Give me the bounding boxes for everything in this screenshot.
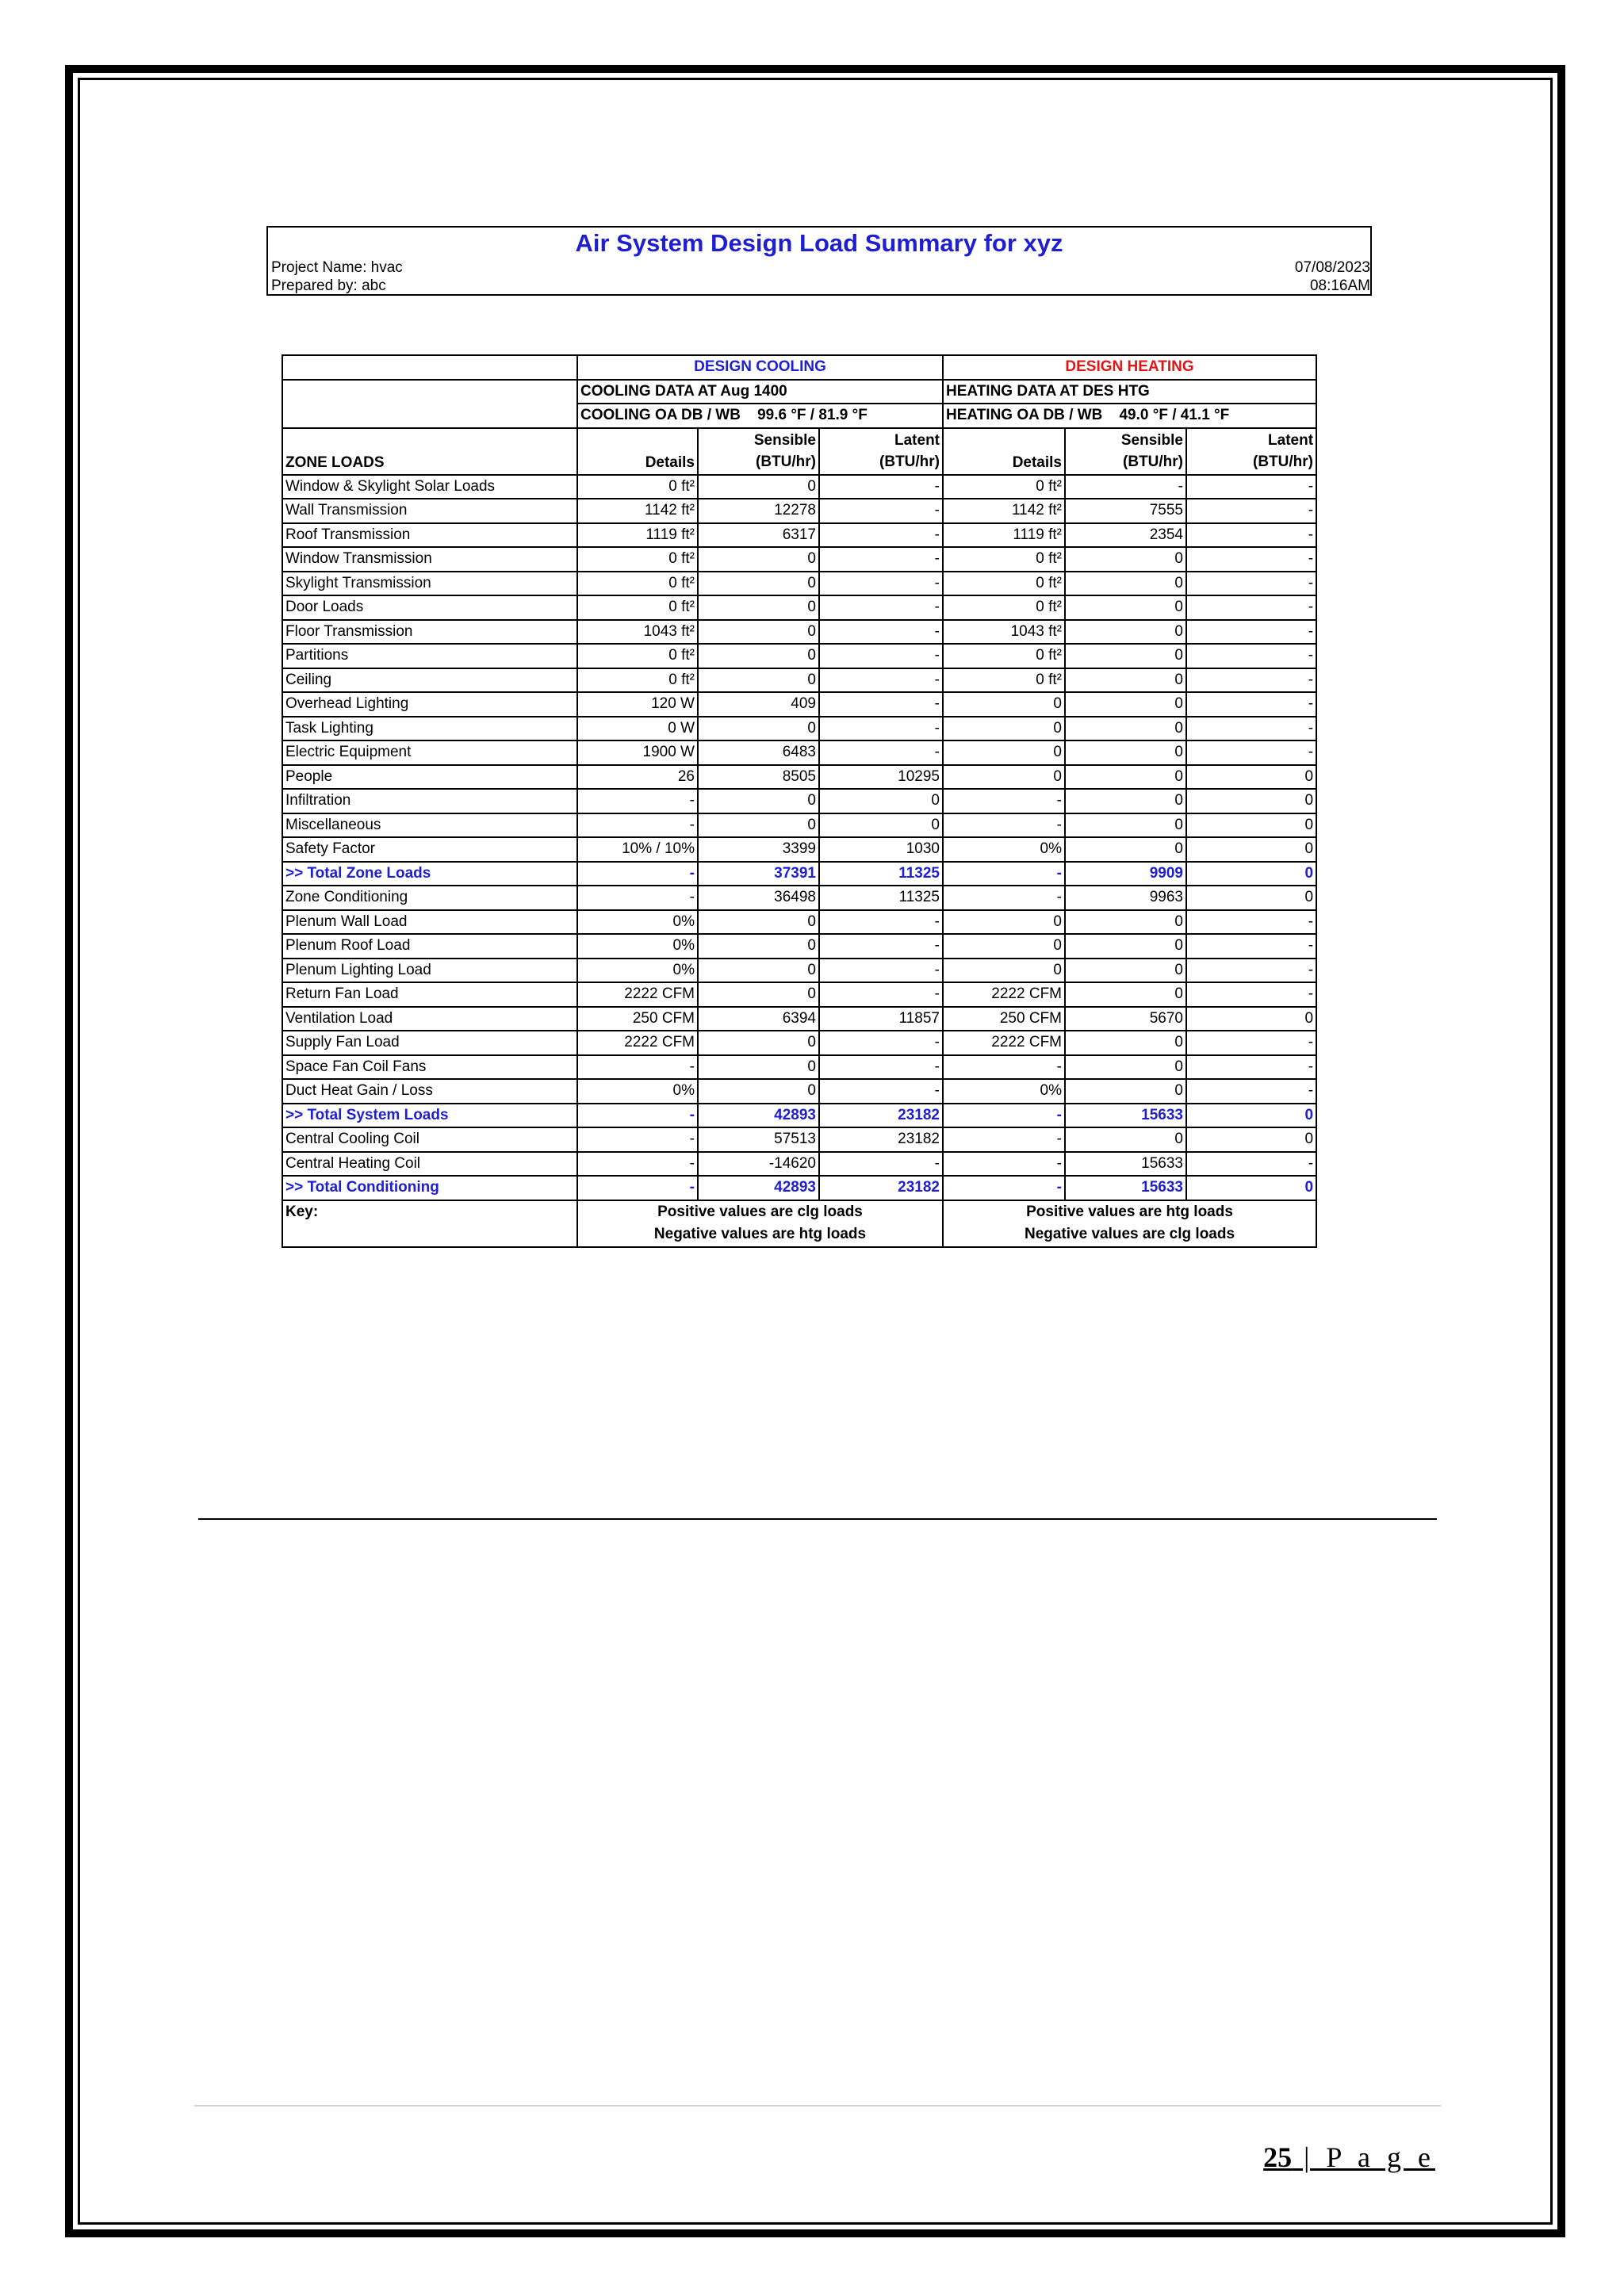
table-cell: - xyxy=(819,523,943,548)
table-cell: - xyxy=(577,813,698,838)
row-label: Safety Factor xyxy=(282,837,577,862)
table-cell: 250 CFM xyxy=(577,1007,698,1031)
table-cell: - xyxy=(819,668,943,693)
table-cell: - xyxy=(1186,934,1316,959)
table-cell: 10295 xyxy=(819,765,943,790)
table-cell: - xyxy=(819,1079,943,1104)
table-cell: 0 xyxy=(1065,572,1186,596)
table-cell: 0 xyxy=(1065,547,1186,572)
report-date: 07/08/2023 xyxy=(1294,259,1370,276)
table-cell: - xyxy=(819,692,943,717)
key-line: Negative values are htg loads xyxy=(653,1226,867,1242)
table-cell: 0 xyxy=(1065,959,1186,983)
table-cell: 15633 xyxy=(1065,1152,1186,1177)
table-cell: 37391 xyxy=(698,862,819,886)
table-row xyxy=(282,862,1316,886)
table-cell: - xyxy=(819,547,943,572)
table-row xyxy=(282,740,1316,765)
table-cell: 0 xyxy=(698,644,819,668)
latent-label: Latent xyxy=(894,432,940,449)
table-cell: - xyxy=(943,862,1065,886)
row-label: Ventilation Load xyxy=(282,1007,577,1031)
table-cell: 23182 xyxy=(819,1176,943,1200)
table-cell: 0 xyxy=(943,910,1065,935)
latent-unit: (BTU/hr) xyxy=(1253,453,1314,470)
table-cell: 0 xyxy=(1065,765,1186,790)
table-cell: - xyxy=(577,1104,698,1128)
row-label: Plenum Wall Load xyxy=(282,910,577,935)
table-cell: 1119 ft² xyxy=(943,523,1065,548)
table-cell: 0 xyxy=(698,789,819,813)
table-cell: - xyxy=(1186,717,1316,741)
table-cell: - xyxy=(1186,1152,1316,1177)
table-cell: 10% / 10% xyxy=(577,837,698,862)
row-label: Return Fan Load xyxy=(282,982,577,1007)
table-cell: - xyxy=(819,959,943,983)
table-cell: 0 xyxy=(698,668,819,693)
table-cell: 0 xyxy=(1065,595,1186,620)
table-cell: 3399 xyxy=(698,837,819,862)
row-label: Skylight Transmission xyxy=(282,572,577,596)
table-cell: - xyxy=(577,1176,698,1200)
table-cell: 11857 xyxy=(819,1007,943,1031)
table-cell: 15633 xyxy=(1065,1104,1186,1128)
table-cell: - xyxy=(1186,499,1316,523)
table-cell: 0 xyxy=(1186,1007,1316,1031)
table-cell: - xyxy=(943,789,1065,813)
table-cell: - xyxy=(819,740,943,765)
zone-loads-header: ZONE LOADS xyxy=(282,428,577,475)
table-row xyxy=(282,789,1316,813)
table-cell: - xyxy=(819,475,943,499)
table-cell: 1043 ft² xyxy=(943,620,1065,645)
table-cell: 6394 xyxy=(698,1007,819,1031)
table-cell: 0 ft² xyxy=(943,475,1065,499)
table-cell: 0 xyxy=(1186,862,1316,886)
table-cell: - xyxy=(577,1055,698,1080)
row-label: People xyxy=(282,765,577,790)
table-cell: 0 xyxy=(698,1031,819,1055)
table-cell: 0 xyxy=(698,1079,819,1104)
table-cell: - xyxy=(819,1152,943,1177)
table-row xyxy=(282,765,1316,790)
latent-unit: (BTU/hr) xyxy=(879,453,940,470)
table-row xyxy=(282,668,1316,693)
cooling-details-header: Details xyxy=(577,428,698,475)
column-header-row xyxy=(282,428,1316,475)
header-row-data xyxy=(282,380,1316,404)
report-time: 08:16AM xyxy=(1309,277,1370,294)
table-cell: 0% xyxy=(577,959,698,983)
table-cell: - xyxy=(819,982,943,1007)
row-label: Overhead Lighting xyxy=(282,692,577,717)
row-label: Wall Transmission xyxy=(282,499,577,523)
table-cell: 0 ft² xyxy=(577,644,698,668)
table-cell: 0 xyxy=(1065,1127,1186,1152)
table-cell: 0% xyxy=(943,1079,1065,1104)
row-label: Miscellaneous xyxy=(282,813,577,838)
row-label: >> Total System Loads xyxy=(282,1104,577,1128)
row-label: >> Total Conditioning xyxy=(282,1176,577,1200)
table-cell: - xyxy=(1186,523,1316,548)
table-cell: - xyxy=(577,789,698,813)
key-label: Key: xyxy=(282,1200,577,1247)
table-cell: 0 xyxy=(1186,886,1316,910)
row-label: Partitions xyxy=(282,644,577,668)
row-label: Duct Heat Gain / Loss xyxy=(282,1079,577,1104)
table-cell: - xyxy=(943,1055,1065,1080)
table-cell: 2222 CFM xyxy=(943,1031,1065,1055)
table-cell: 0 xyxy=(1065,644,1186,668)
table-cell: 0 xyxy=(1186,789,1316,813)
table-cell: 42893 xyxy=(698,1104,819,1128)
table-row xyxy=(282,910,1316,935)
table-cell: - xyxy=(943,1176,1065,1200)
table-row xyxy=(282,499,1316,523)
table-cell: - xyxy=(1186,1079,1316,1104)
row-label: Ceiling xyxy=(282,668,577,693)
table-row xyxy=(282,1007,1316,1031)
footer-divider xyxy=(194,2105,1441,2107)
table-cell: 0 xyxy=(698,934,819,959)
table-cell: - xyxy=(1186,595,1316,620)
design-heating-header: DESIGN HEATING xyxy=(943,355,1316,380)
table-cell: 0 ft² xyxy=(943,668,1065,693)
page-number xyxy=(1263,2141,1435,2174)
table-cell: - xyxy=(819,1055,943,1080)
table-cell: 0 xyxy=(1065,910,1186,935)
table-cell: 36498 xyxy=(698,886,819,910)
table-cell: 0 xyxy=(1065,789,1186,813)
key-cooling xyxy=(577,1200,943,1247)
section-divider xyxy=(198,1518,1437,1520)
table-cell: - xyxy=(819,717,943,741)
key-heating xyxy=(943,1200,1316,1247)
table-row xyxy=(282,620,1316,645)
table-cell: 0 xyxy=(1065,1055,1186,1080)
report-title: Air System Design Load Summary for xyz xyxy=(575,229,1063,257)
table-cell: - xyxy=(819,572,943,596)
table-cell: 15633 xyxy=(1065,1176,1186,1200)
table-cell: 250 CFM xyxy=(943,1007,1065,1031)
table-cell: 0 xyxy=(943,934,1065,959)
row-label: Central Cooling Coil xyxy=(282,1127,577,1152)
table-cell: - xyxy=(1186,910,1316,935)
row-label: Infiltration xyxy=(282,789,577,813)
table-cell: - xyxy=(943,1152,1065,1177)
table-cell: 0 xyxy=(1065,1031,1186,1055)
table-cell: 0 xyxy=(1065,620,1186,645)
row-label: Central Heating Coil xyxy=(282,1152,577,1177)
heating-latent-header xyxy=(1186,428,1316,475)
table-cell: 11325 xyxy=(819,862,943,886)
header-blank-2 xyxy=(282,380,577,428)
heating-details-header: Details xyxy=(943,428,1065,475)
design-load-table xyxy=(282,354,1317,1248)
sensible-label: Sensible xyxy=(753,432,816,449)
table-cell: 7555 xyxy=(1065,499,1186,523)
table-cell: - xyxy=(1186,644,1316,668)
table-cell: 6483 xyxy=(698,740,819,765)
report-header xyxy=(266,226,1372,296)
table-cell: 0 xyxy=(1186,813,1316,838)
table-cell: 2222 CFM xyxy=(577,1031,698,1055)
table-cell: -14620 xyxy=(698,1152,819,1177)
cooling-sensible-header xyxy=(698,428,819,475)
table-row xyxy=(282,475,1316,499)
table-cell: 1142 ft² xyxy=(577,499,698,523)
page-number-value: 25 xyxy=(1263,2141,1293,2173)
table-cell: 0 ft² xyxy=(943,572,1065,596)
table-row xyxy=(282,959,1316,983)
table-cell: - xyxy=(1186,1055,1316,1080)
heating-data-line-1: HEATING DATA AT DES HTG xyxy=(943,380,1316,404)
table-cell: 0 xyxy=(943,765,1065,790)
table-cell: 0 ft² xyxy=(577,475,698,499)
table-cell: - xyxy=(819,910,943,935)
table-cell: 0 xyxy=(698,982,819,1007)
table-cell: 0 xyxy=(1186,1127,1316,1152)
table-cell: - xyxy=(577,1152,698,1177)
sensible-label: Sensible xyxy=(1120,432,1183,449)
table-cell: - xyxy=(819,644,943,668)
table-cell: 9909 xyxy=(1065,862,1186,886)
table-cell: 0 xyxy=(698,717,819,741)
table-cell: - xyxy=(943,886,1065,910)
table-cell: 0 ft² xyxy=(577,668,698,693)
table-cell: 0 xyxy=(1065,837,1186,862)
table-cell: 0 xyxy=(698,595,819,620)
table-cell: 0% xyxy=(577,1079,698,1104)
sensible-unit: (BTU/hr) xyxy=(1123,453,1183,470)
row-label: Zone Conditioning xyxy=(282,886,577,910)
table-cell: 1900 W xyxy=(577,740,698,765)
table-row xyxy=(282,1104,1316,1128)
page-label: | P a g e xyxy=(1292,2141,1435,2173)
row-label: Plenum Lighting Load xyxy=(282,959,577,983)
row-label: Supply Fan Load xyxy=(282,1031,577,1055)
table-cell: - xyxy=(1186,959,1316,983)
cooling-data-line-2: COOLING OA DB / WB 99.6 °F / 81.9 °F xyxy=(577,404,943,428)
row-label: Roof Transmission xyxy=(282,523,577,548)
table-row xyxy=(282,547,1316,572)
table-cell: - xyxy=(577,862,698,886)
table-cell: 0 xyxy=(819,813,943,838)
header-row-design xyxy=(282,355,1316,380)
table-cell: - xyxy=(1186,572,1316,596)
heating-sensible-header xyxy=(1065,428,1186,475)
table-row xyxy=(282,813,1316,838)
table-cell: 57513 xyxy=(698,1127,819,1152)
table-cell: - xyxy=(1186,1031,1316,1055)
key-line: Positive values are clg loads xyxy=(657,1203,863,1220)
row-label: Floor Transmission xyxy=(282,620,577,645)
table-cell: 1142 ft² xyxy=(943,499,1065,523)
table-cell: 5670 xyxy=(1065,1007,1186,1031)
table-cell: 0 xyxy=(698,475,819,499)
table-cell: - xyxy=(943,813,1065,838)
table-cell: 23182 xyxy=(819,1127,943,1152)
row-label: Electric Equipment xyxy=(282,740,577,765)
table-cell: 8505 xyxy=(698,765,819,790)
table-cell: 6317 xyxy=(698,523,819,548)
table-cell: - xyxy=(1186,475,1316,499)
cooling-latent-header xyxy=(819,428,943,475)
table-row xyxy=(282,837,1316,862)
table-cell: - xyxy=(819,934,943,959)
row-label: Task Lighting xyxy=(282,717,577,741)
design-cooling-header: DESIGN COOLING xyxy=(577,355,943,380)
table-cell: 0 xyxy=(1065,692,1186,717)
table-row xyxy=(282,1152,1316,1177)
table-cell: 0 ft² xyxy=(943,595,1065,620)
row-label: >> Total Zone Loads xyxy=(282,862,577,886)
table-row xyxy=(282,717,1316,741)
table-cell: 0 ft² xyxy=(943,547,1065,572)
table-cell: 42893 xyxy=(698,1176,819,1200)
table-cell: - xyxy=(943,1127,1065,1152)
table-cell: 0 xyxy=(1065,934,1186,959)
table-row xyxy=(282,692,1316,717)
key-row xyxy=(282,1200,1316,1247)
table-cell: 0 ft² xyxy=(943,644,1065,668)
key-line: Positive values are htg loads xyxy=(1026,1203,1233,1220)
table-cell: - xyxy=(577,1127,698,1152)
table-cell: 0 ft² xyxy=(577,547,698,572)
table-cell: 26 xyxy=(577,765,698,790)
table-cell: - xyxy=(577,886,698,910)
table-cell: 11325 xyxy=(819,886,943,910)
row-label: Plenum Roof Load xyxy=(282,934,577,959)
table-row xyxy=(282,1055,1316,1080)
table-cell: 120 W xyxy=(577,692,698,717)
table-cell: - xyxy=(819,499,943,523)
table-cell: - xyxy=(1186,982,1316,1007)
table-cell: 0 xyxy=(819,789,943,813)
table-cell: 0 xyxy=(943,740,1065,765)
table-cell: - xyxy=(1186,620,1316,645)
table-row xyxy=(282,886,1316,910)
prepared-by: Prepared by: abc xyxy=(271,277,386,294)
table-cell: 1043 ft² xyxy=(577,620,698,645)
latent-label: Latent xyxy=(1268,432,1314,449)
project-name: Project Name: hvac xyxy=(271,259,403,276)
table-cell: 0 xyxy=(943,717,1065,741)
table-cell: - xyxy=(943,1104,1065,1128)
table-cell: - xyxy=(1186,547,1316,572)
table-row xyxy=(282,982,1316,1007)
table-cell: 0 ft² xyxy=(577,595,698,620)
table-cell: 0% xyxy=(943,837,1065,862)
header-blank xyxy=(282,355,577,380)
table-row xyxy=(282,1127,1316,1152)
table-cell: 0 xyxy=(1186,837,1316,862)
table-cell: - xyxy=(1065,475,1186,499)
table-cell: 0 xyxy=(1065,1079,1186,1104)
table-cell: 0 xyxy=(698,572,819,596)
table-cell: 0 xyxy=(698,910,819,935)
table-cell: 0 xyxy=(1065,982,1186,1007)
row-label: Window & Skylight Solar Loads xyxy=(282,475,577,499)
table-cell: 1030 xyxy=(819,837,943,862)
table-cell: - xyxy=(1186,692,1316,717)
table-cell: 0% xyxy=(577,910,698,935)
table-row xyxy=(282,1176,1316,1200)
table-cell: 2222 CFM xyxy=(943,982,1065,1007)
row-label: Window Transmission xyxy=(282,547,577,572)
table-cell: 0 xyxy=(943,959,1065,983)
table-cell: 2222 CFM xyxy=(577,982,698,1007)
table-cell: 0 xyxy=(698,959,819,983)
table-cell: 0% xyxy=(577,934,698,959)
table-row xyxy=(282,1031,1316,1055)
cooling-data-line-1: COOLING DATA AT Aug 1400 xyxy=(577,380,943,404)
table-row xyxy=(282,644,1316,668)
table-cell: - xyxy=(1186,740,1316,765)
table-row xyxy=(282,934,1316,959)
table-cell: 0 W xyxy=(577,717,698,741)
table-cell: 0 xyxy=(1065,717,1186,741)
table-cell: 409 xyxy=(698,692,819,717)
table-cell: - xyxy=(819,1031,943,1055)
table-cell: 0 xyxy=(1186,765,1316,790)
table-cell: 0 xyxy=(1065,668,1186,693)
table-cell: 23182 xyxy=(819,1104,943,1128)
table-cell: 9963 xyxy=(1065,886,1186,910)
table-cell: 12278 xyxy=(698,499,819,523)
table-cell: 0 xyxy=(1065,813,1186,838)
table-cell: 1119 ft² xyxy=(577,523,698,548)
table-cell: 0 xyxy=(1065,740,1186,765)
table-cell: 0 xyxy=(698,620,819,645)
table-cell: - xyxy=(1186,668,1316,693)
table-cell: 0 xyxy=(1186,1104,1316,1128)
row-label: Space Fan Coil Fans xyxy=(282,1055,577,1080)
table-cell: 0 xyxy=(698,1055,819,1080)
table-cell: 0 xyxy=(943,692,1065,717)
table-cell: 0 xyxy=(698,813,819,838)
table-row xyxy=(282,595,1316,620)
table-cell: - xyxy=(819,595,943,620)
table-row xyxy=(282,572,1316,596)
table-cell: 0 ft² xyxy=(577,572,698,596)
row-label: Door Loads xyxy=(282,595,577,620)
table-row xyxy=(282,523,1316,548)
table-cell: 0 xyxy=(1186,1176,1316,1200)
table-cell: 2354 xyxy=(1065,523,1186,548)
heating-data-line-2: HEATING OA DB / WB 49.0 °F / 41.1 °F xyxy=(943,404,1316,428)
table-cell: 0 xyxy=(698,547,819,572)
table-row xyxy=(282,1079,1316,1104)
table-cell: - xyxy=(819,620,943,645)
key-line: Negative values are clg loads xyxy=(1024,1226,1235,1242)
sensible-unit: (BTU/hr) xyxy=(756,453,816,470)
